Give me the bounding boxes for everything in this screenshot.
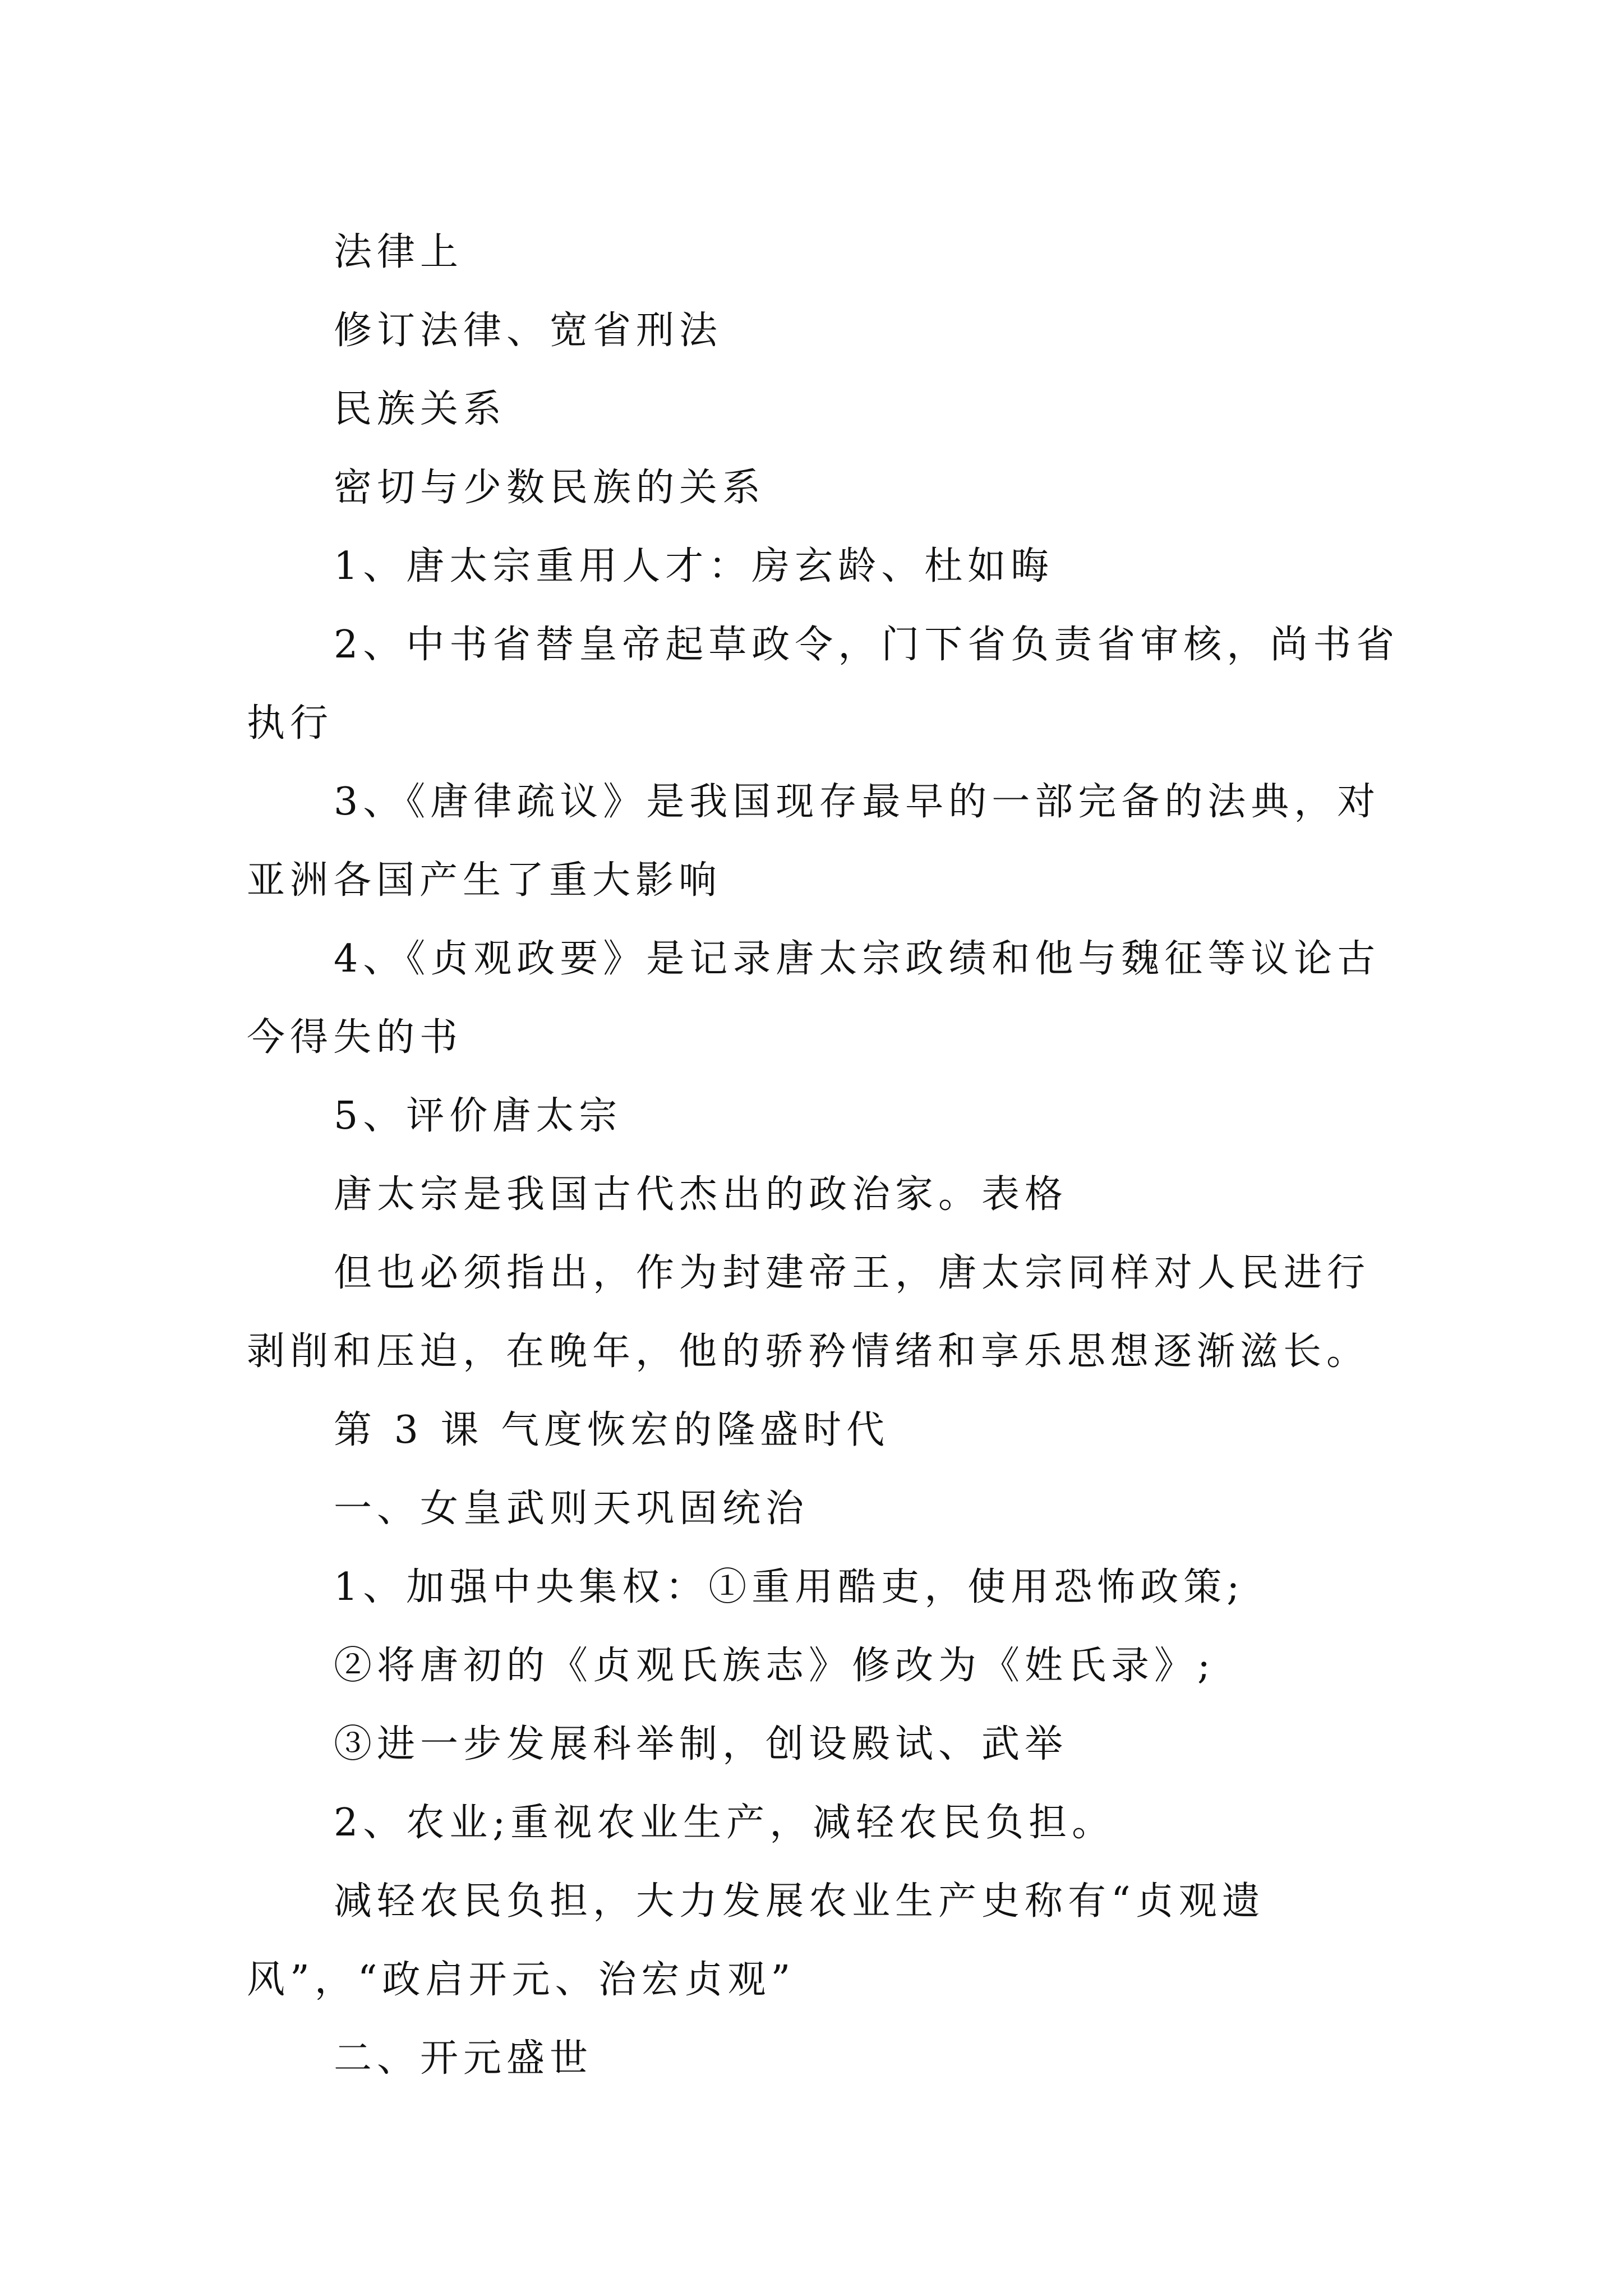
paragraph: 1、加强中央集权：①重用酷吏，使用恐怖政策; <box>334 1565 1245 1609</box>
document-body <box>247 213 1402 2098</box>
section-heading: 一、女皇武则天巩固统治 <box>334 1487 809 1531</box>
paragraph: 减轻农民负担，大力发展农业生产史称有“贞观遗风”，“政启开元、治宏贞观” <box>247 1879 1265 2002</box>
paragraph: 3、《唐律疏议》是我国现存最早的一部完备的法典，对亚洲各国产生了重大影响 <box>247 780 1381 903</box>
paragraph: 密切与少数民族的关系 <box>334 466 766 510</box>
paragraph: 唐太宗是我国古代杰出的政治家。表格 <box>334 1172 1068 1217</box>
paragraph: 修订法律、宽省刑法 <box>334 309 723 353</box>
paragraph: 1、唐太宗重用人才：房玄龄、杜如晦 <box>334 544 1054 588</box>
paragraph: ③进一步发展科举制，创设殿试、武举 <box>334 1722 1068 1766</box>
paragraph: 民族关系 <box>334 387 507 431</box>
lesson-heading: 第 3 课 气度恢宏的隆盛时代 <box>334 1408 890 1452</box>
paragraph: ②将唐初的《贞观氏族志》修改为《姓氏录》; <box>334 1644 1215 1688</box>
paragraph: 4、《贞观政要》是记录唐太宗政绩和他与魏征等议论古今得失的书 <box>247 937 1381 1060</box>
paragraph: 2、中书省替皇帝起草政令，门下省负责省审核，尚书省执行 <box>247 623 1400 746</box>
paragraph: 2、农业;重视农业生产，减轻农民负担。 <box>334 1801 1115 1845</box>
section-heading: 二、开元盛世 <box>334 2036 593 2081</box>
paragraph: 但也必须指出，作为封建帝王，唐太宗同样对人民进行剥削和压迫，在晚年，他的骄矜情绪和享乐思想逐渐滋长。 <box>247 1251 1371 1374</box>
paragraph: 法律上 <box>334 230 464 274</box>
paragraph: 5、评价唐太宗 <box>334 1094 623 1138</box>
